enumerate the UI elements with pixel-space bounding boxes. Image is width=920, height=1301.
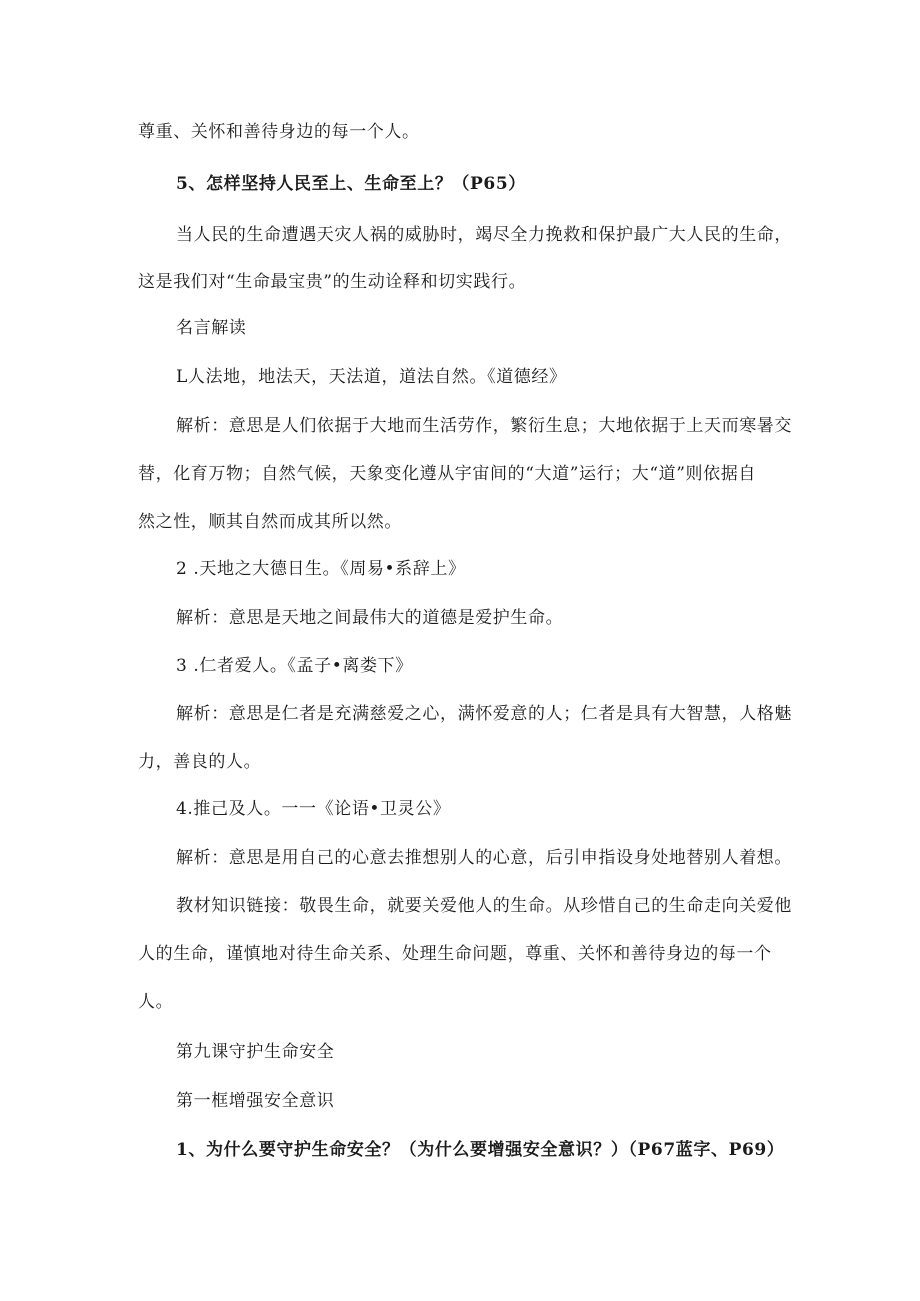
question-heading: 5、怎样坚持人民至上、生命至上？（P65） bbox=[176, 174, 526, 194]
text-line: 解析：意思是用自己的心意去推想别人的心意，后引申指设身处地替别人着想。 bbox=[176, 848, 792, 868]
frame-heading: 第一框增强安全意识 bbox=[176, 1091, 335, 1111]
quote-line: 3 .仁者爱人。《孟子•离娄下》 bbox=[176, 656, 413, 676]
text-line: 尊重、关怀和善待身边的每一个人。 bbox=[138, 122, 420, 142]
text-line: 解析：意思是仁者是充满慈爱之心，满怀爱意的人；仁者是具有大智慧，人格魅 bbox=[176, 704, 792, 724]
text-line: 然之性，顺其自然而成其所以然。 bbox=[138, 512, 402, 532]
section-heading: 名言解读 bbox=[176, 318, 247, 338]
text-line: 教材知识链接：敬畏生命，就要关爱他人的生命。从珍惜自己的生命走向关爱他 bbox=[176, 896, 792, 916]
quote-line: L人法地，地法天，天法道，道法自然。《道德经》 bbox=[176, 367, 567, 387]
quote-line: 4.推己及人。一一《论语•卫灵公》 bbox=[176, 799, 451, 819]
question-heading: 1、为什么要守护生命安全？（为什么要增强安全意识？）（P67蓝字、P69） bbox=[176, 1140, 785, 1160]
text-line: 这是我们对“生命最宝贵”的生动诠释和切实践行。 bbox=[138, 272, 527, 292]
text-line: 力，善良的人。 bbox=[138, 752, 262, 772]
text-line: 人。 bbox=[138, 992, 174, 1012]
text-line: 当人民的生命遭遇天灾人祸的威胁时，竭尽全力挽救和保护最广大人民的生命， bbox=[176, 225, 792, 245]
lesson-heading: 第九课守护生命安全 bbox=[176, 1042, 335, 1062]
text-line: 解析：意思是人们依据于大地而生活劳作，繁衍生息；大地依据于上天而寒暑交 bbox=[176, 416, 792, 436]
text-line: 替，化育万物；自然气候，天象变化遵从宇宙间的“大道”运行；大“道”则依据自 bbox=[138, 464, 756, 484]
quote-line: 2 .天地之大德日生。《周易•系辞上》 bbox=[176, 559, 466, 579]
text-line: 人的生命，谨慎地对待生命关系、处理生命问题，尊重、关怀和善待身边的每一个 bbox=[138, 944, 772, 964]
text-line: 解析：意思是天地之间最伟大的道德是爱护生命。 bbox=[176, 608, 564, 628]
